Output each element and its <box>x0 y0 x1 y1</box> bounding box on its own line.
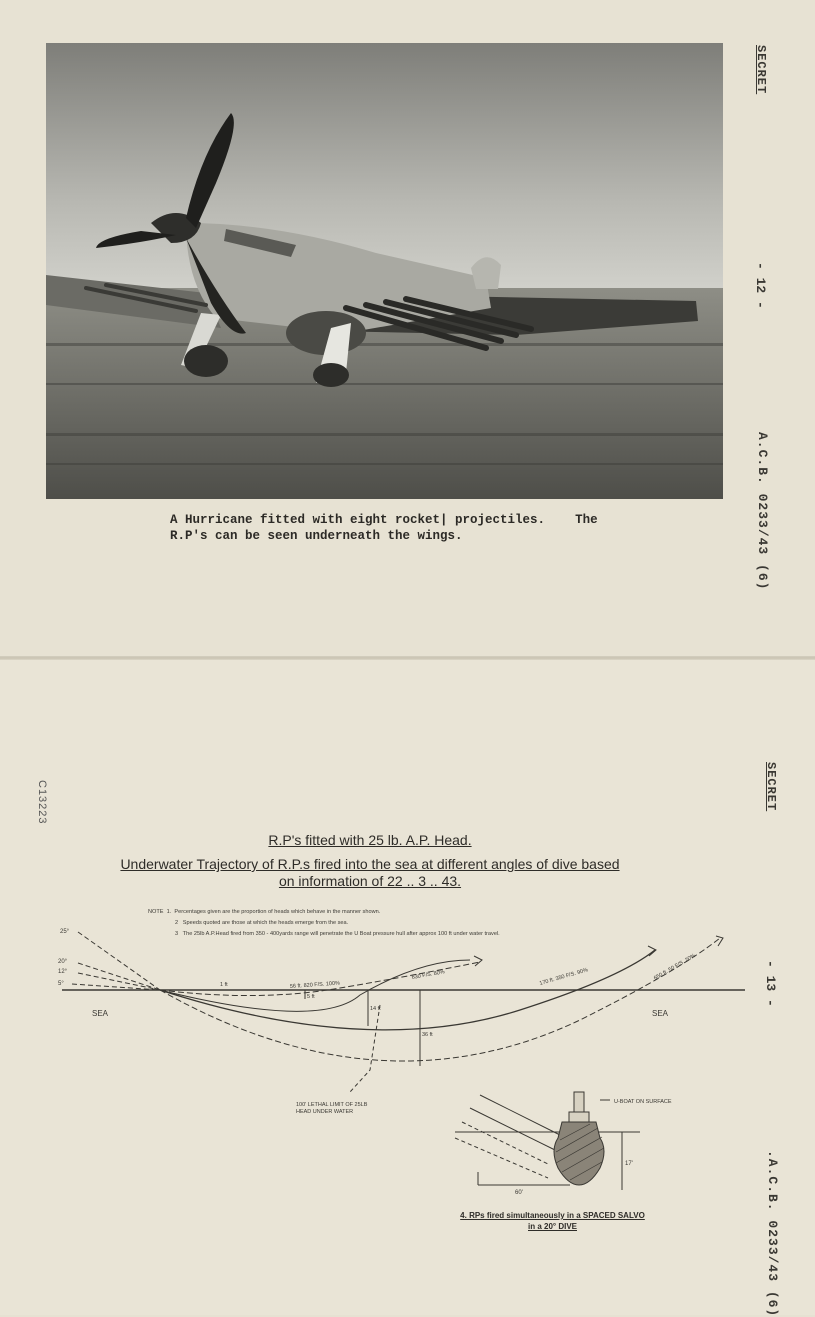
speed-label-3: 170 ft. 350 F/S. 90% <box>538 967 589 987</box>
reference-bottom: .A.C.B. 0233/43 (6) <box>765 1150 780 1317</box>
salvo-line-3 <box>462 1122 550 1165</box>
sea-label-right: SEA <box>652 1009 669 1018</box>
depth-36ft: 36 ft <box>422 1032 433 1038</box>
secret-heading-top: SECRET <box>754 45 768 95</box>
angle-12: 12° <box>58 969 68 975</box>
speed-label-4: 650 ft. 50 F/S. 20% <box>653 952 697 982</box>
angle-20: 20° <box>58 959 68 965</box>
reference-top: A.C.B. 0233/43 (6) <box>755 432 770 591</box>
lethal-limit-line2: HEAD UNDER WATER <box>296 1109 354 1115</box>
sea-label-left: SEA <box>92 1009 109 1018</box>
note-2: 2 Speeds quoted are those at which the heads emerge from the sea. <box>175 920 349 926</box>
arrowhead-1 <box>474 956 482 966</box>
uboat-range-label: 60' <box>515 1190 523 1196</box>
page-number-13: - 13 - <box>763 960 778 1007</box>
lethal-limit-line <box>350 1005 380 1092</box>
dive-line-20 <box>78 963 160 990</box>
caption-line-1: A Hurricane fitted with eight rocket| projectiles. The <box>170 513 598 527</box>
salvo-caption-line-2: in a 20° DIVE <box>528 1222 577 1231</box>
angle-25: 25° <box>60 929 70 935</box>
note-3: 3 The 25lb A.P.Head fired from 350 - 400yards range will penetrate the U Boat pressure hull after approx 100 ft under water travel. <box>175 931 500 937</box>
caption-line-2: R.P's can be seen underneath the wings. <box>170 529 463 543</box>
depth-14ft: 14 ft <box>370 1006 381 1012</box>
trajectory-diagram <box>0 660 815 1315</box>
note-1: NOTE 1. Percentages given are the proportion of heads which behave in the manner shown. <box>148 909 381 915</box>
uboat-hull <box>554 1092 604 1185</box>
uboat-surface-label: U-BOAT ON SURFACE <box>614 1099 672 1105</box>
depth-5ft: 5 ft <box>307 994 315 1000</box>
diagram-title: R.P's fitted with 25 lb. A.P. Head. <box>268 832 472 848</box>
salvo-caption-line-1: 4. RPs fired simultaneously in a SPACED SALVO <box>460 1211 645 1220</box>
dive-line-12 <box>78 973 160 990</box>
subtitle-line-2: on information of 22 .. 3 .. 43. <box>278 873 462 889</box>
speed-label-2: 630 F/S. 80% <box>411 969 446 981</box>
salvo-line-2 <box>470 1108 555 1150</box>
page-13 <box>0 660 815 1315</box>
speed-label-1: 56 ft. 820 F/S. 100% <box>289 980 341 990</box>
page-number-12: - 12 - <box>753 262 768 309</box>
trajectory-36ft <box>160 938 720 1061</box>
depth-1ft: 1 ft <box>220 982 228 988</box>
arrowhead-3 <box>716 936 723 946</box>
archive-stamp: C13223 <box>36 780 48 825</box>
subtitle-line-1: Underwater Trajectory of R.P.s fired into the sea at different angles of dive based <box>120 856 620 872</box>
dive-line-5 <box>72 984 160 990</box>
uboat-depth-label: 17' <box>625 1161 633 1167</box>
photo-caption <box>170 512 640 544</box>
salvo-line-4 <box>455 1138 548 1178</box>
salvo-line-1 <box>480 1095 560 1135</box>
hurricane-photo <box>46 43 723 499</box>
lethal-limit-line1: 100' LETHAL LIMIT OF 25LB <box>296 1102 368 1108</box>
angle-5: 5° <box>58 981 64 987</box>
secret-heading-bottom: SECRET <box>764 762 778 812</box>
salvo-caption <box>440 1210 665 1232</box>
